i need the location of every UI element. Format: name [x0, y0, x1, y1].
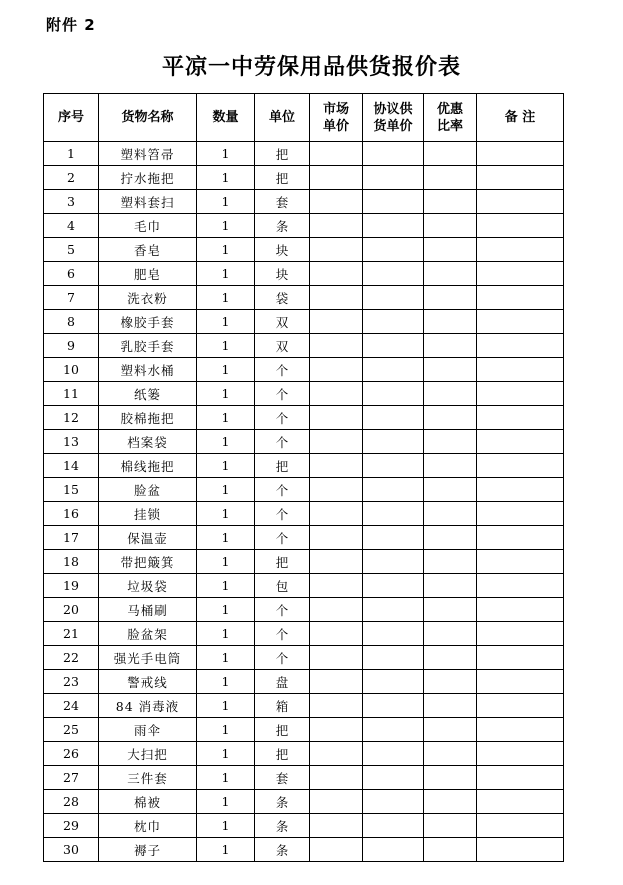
cell-remarks: [477, 334, 564, 358]
cell-unit: 双: [255, 310, 310, 334]
cell-agreed-price: [363, 478, 424, 502]
cell-qty: 1: [197, 502, 255, 526]
cell-item-name: 棉线拖把: [99, 454, 197, 478]
cell-qty: 1: [197, 430, 255, 454]
cell-agreed-price: [363, 622, 424, 646]
cell-remarks: [477, 142, 564, 166]
cell-agreed-price: [363, 454, 424, 478]
table-row: [44, 142, 564, 166]
cell-seq: 28: [44, 790, 99, 814]
cell-market-price: [310, 814, 363, 838]
cell-market-price: [310, 550, 363, 574]
cell-market-price: [310, 238, 363, 262]
cell-market-price: [310, 454, 363, 478]
cell-discount: [424, 574, 477, 598]
cell-item-name: 三件套: [99, 766, 197, 790]
cell-market-price: [310, 166, 363, 190]
cell-market-price: [310, 190, 363, 214]
cell-unit: 条: [255, 790, 310, 814]
table-row: [44, 478, 564, 502]
cell-item-name: 棉被: [99, 790, 197, 814]
cell-market-price: [310, 766, 363, 790]
cell-qty: 1: [197, 190, 255, 214]
cell-seq: 17: [44, 526, 99, 550]
cell-agreed-price: [363, 838, 424, 862]
table-row: [44, 310, 564, 334]
cell-qty: 1: [197, 814, 255, 838]
cell-qty: 1: [197, 742, 255, 766]
cell-item-name: 肥皂: [99, 262, 197, 286]
table-row: [44, 694, 564, 718]
cell-agreed-price: [363, 766, 424, 790]
cell-unit: 把: [255, 166, 310, 190]
cell-item-name: 挂锁: [99, 502, 197, 526]
cell-item-name: 带把簸箕: [99, 550, 197, 574]
table-row: [44, 526, 564, 550]
cell-remarks: [477, 166, 564, 190]
cell-remarks: [477, 214, 564, 238]
table-row: [44, 718, 564, 742]
cell-seq: 21: [44, 622, 99, 646]
cell-seq: 15: [44, 478, 99, 502]
cell-qty: 1: [197, 670, 255, 694]
cell-qty: 1: [197, 334, 255, 358]
cell-qty: 1: [197, 286, 255, 310]
cell-qty: 1: [197, 766, 255, 790]
cell-unit: 双: [255, 334, 310, 358]
cell-market-price: [310, 790, 363, 814]
cell-qty: 1: [197, 142, 255, 166]
cell-remarks: [477, 838, 564, 862]
header-remarks: 备 注: [477, 94, 564, 142]
cell-item-name: 84 消毒液: [99, 694, 197, 718]
cell-unit: 个: [255, 598, 310, 622]
header-agreed-price-line2: 货单价: [373, 118, 413, 134]
cell-agreed-price: [363, 382, 424, 406]
table-row: [44, 574, 564, 598]
cell-seq: 16: [44, 502, 99, 526]
cell-agreed-price: [363, 670, 424, 694]
cell-seq: 2: [44, 166, 99, 190]
table-row: [44, 358, 564, 382]
cell-item-name: 强光手电筒: [99, 646, 197, 670]
cell-qty: 1: [197, 454, 255, 478]
header-agreed-price-line1: 协议供: [373, 101, 413, 117]
document-title: 平凉一中劳保用品供货报价表: [161, 54, 461, 80]
cell-discount: [424, 190, 477, 214]
cell-market-price: [310, 694, 363, 718]
cell-discount: [424, 262, 477, 286]
cell-agreed-price: [363, 646, 424, 670]
cell-qty: 1: [197, 262, 255, 286]
table-row: [44, 790, 564, 814]
cell-discount: [424, 334, 477, 358]
cell-seq: 12: [44, 406, 99, 430]
cell-market-price: [310, 286, 363, 310]
cell-market-price: [310, 718, 363, 742]
cell-agreed-price: [363, 790, 424, 814]
cell-discount: [424, 670, 477, 694]
cell-agreed-price: [363, 598, 424, 622]
cell-seq: 30: [44, 838, 99, 862]
cell-market-price: [310, 622, 363, 646]
cell-qty: 1: [197, 310, 255, 334]
cell-seq: 23: [44, 670, 99, 694]
cell-unit: 袋: [255, 286, 310, 310]
cell-seq: 4: [44, 214, 99, 238]
cell-discount: [424, 526, 477, 550]
cell-qty: 1: [197, 550, 255, 574]
cell-market-price: [310, 526, 363, 550]
table-row: [44, 382, 564, 406]
cell-market-price: [310, 214, 363, 238]
cell-remarks: [477, 646, 564, 670]
header-seq: 序号: [44, 94, 99, 142]
cell-unit: 盘: [255, 670, 310, 694]
cell-qty: 1: [197, 166, 255, 190]
cell-agreed-price: [363, 214, 424, 238]
cell-seq: 22: [44, 646, 99, 670]
cell-unit: 箱: [255, 694, 310, 718]
cell-seq: 1: [44, 142, 99, 166]
cell-seq: 24: [44, 694, 99, 718]
cell-agreed-price: [363, 238, 424, 262]
cell-unit: 块: [255, 238, 310, 262]
cell-remarks: [477, 454, 564, 478]
cell-market-price: [310, 142, 363, 166]
header-discount: [424, 94, 477, 142]
cell-item-name: 塑料水桶: [99, 358, 197, 382]
cell-discount: [424, 598, 477, 622]
table-row: [44, 742, 564, 766]
cell-agreed-price: [363, 310, 424, 334]
cell-market-price: [310, 406, 363, 430]
cell-unit: 个: [255, 382, 310, 406]
table-row: [44, 406, 564, 430]
cell-item-name: 洗衣粉: [99, 286, 197, 310]
cell-unit: 把: [255, 718, 310, 742]
cell-item-name: 塑料套扫: [99, 190, 197, 214]
cell-market-price: [310, 502, 363, 526]
cell-market-price: [310, 742, 363, 766]
cell-unit: 个: [255, 478, 310, 502]
cell-remarks: [477, 286, 564, 310]
cell-qty: 1: [197, 574, 255, 598]
cell-item-name: 乳胶手套: [99, 334, 197, 358]
cell-item-name: 档案袋: [99, 430, 197, 454]
cell-remarks: [477, 310, 564, 334]
table-row: [44, 454, 564, 478]
cell-agreed-price: [363, 358, 424, 382]
cell-unit: 块: [255, 262, 310, 286]
cell-agreed-price: [363, 502, 424, 526]
cell-seq: 26: [44, 742, 99, 766]
cell-remarks: [477, 430, 564, 454]
cell-qty: 1: [197, 646, 255, 670]
cell-remarks: [477, 694, 564, 718]
header-qty: 数量: [197, 94, 255, 142]
cell-remarks: [477, 742, 564, 766]
cell-agreed-price: [363, 694, 424, 718]
cell-seq: 9: [44, 334, 99, 358]
cell-discount: [424, 406, 477, 430]
cell-qty: 1: [197, 238, 255, 262]
cell-discount: [424, 550, 477, 574]
cell-seq: 8: [44, 310, 99, 334]
cell-discount: [424, 430, 477, 454]
cell-discount: [424, 790, 477, 814]
cell-qty: 1: [197, 838, 255, 862]
cell-remarks: [477, 550, 564, 574]
cell-agreed-price: [363, 814, 424, 838]
cell-discount: [424, 718, 477, 742]
cell-discount: [424, 454, 477, 478]
cell-seq: 7: [44, 286, 99, 310]
cell-discount: [424, 742, 477, 766]
cell-seq: 19: [44, 574, 99, 598]
table-row: [44, 262, 564, 286]
cell-unit: 条: [255, 814, 310, 838]
cell-discount: [424, 142, 477, 166]
cell-agreed-price: [363, 430, 424, 454]
table-body: [44, 142, 564, 862]
cell-seq: 29: [44, 814, 99, 838]
cell-seq: 27: [44, 766, 99, 790]
cell-discount: [424, 358, 477, 382]
cell-remarks: [477, 790, 564, 814]
cell-market-price: [310, 262, 363, 286]
table-row: [44, 766, 564, 790]
cell-agreed-price: [363, 166, 424, 190]
cell-discount: [424, 478, 477, 502]
cell-qty: 1: [197, 406, 255, 430]
cell-remarks: [477, 190, 564, 214]
cell-qty: 1: [197, 598, 255, 622]
cell-seq: 10: [44, 358, 99, 382]
cell-qty: 1: [197, 718, 255, 742]
header-discount-line1: 优惠: [436, 101, 463, 117]
cell-item-name: 雨伞: [99, 718, 197, 742]
cell-discount: [424, 310, 477, 334]
cell-discount: [424, 814, 477, 838]
table-row: [44, 190, 564, 214]
header-market-price: [310, 94, 363, 142]
cell-unit: 套: [255, 766, 310, 790]
cell-unit: 个: [255, 406, 310, 430]
cell-unit: 把: [255, 742, 310, 766]
cell-unit: 个: [255, 502, 310, 526]
cell-seq: 11: [44, 382, 99, 406]
cell-agreed-price: [363, 574, 424, 598]
cell-qty: 1: [197, 694, 255, 718]
cell-market-price: [310, 646, 363, 670]
cell-discount: [424, 766, 477, 790]
cell-remarks: [477, 526, 564, 550]
cell-qty: 1: [197, 478, 255, 502]
cell-unit: 个: [255, 430, 310, 454]
cell-item-name: 毛巾: [99, 214, 197, 238]
cell-item-name: 褥子: [99, 838, 197, 862]
cell-discount: [424, 838, 477, 862]
cell-unit: 把: [255, 550, 310, 574]
cell-market-price: [310, 310, 363, 334]
cell-agreed-price: [363, 190, 424, 214]
cell-remarks: [477, 670, 564, 694]
cell-market-price: [310, 358, 363, 382]
cell-item-name: 纸篓: [99, 382, 197, 406]
cell-item-name: 垃圾袋: [99, 574, 197, 598]
table-row: [44, 214, 564, 238]
cell-unit: 条: [255, 838, 310, 862]
cell-seq: 13: [44, 430, 99, 454]
cell-qty: 1: [197, 622, 255, 646]
cell-seq: 6: [44, 262, 99, 286]
cell-remarks: [477, 574, 564, 598]
table-row: [44, 598, 564, 622]
cell-remarks: [477, 718, 564, 742]
quote-table: [43, 93, 564, 862]
cell-item-name: 脸盆: [99, 478, 197, 502]
cell-remarks: [477, 502, 564, 526]
cell-item-name: 胶棉拖把: [99, 406, 197, 430]
cell-seq: 25: [44, 718, 99, 742]
cell-agreed-price: [363, 742, 424, 766]
table-row: [44, 286, 564, 310]
attachment-label: 附件 2: [46, 16, 96, 34]
cell-qty: 1: [197, 214, 255, 238]
cell-remarks: [477, 598, 564, 622]
cell-item-name: 大扫把: [99, 742, 197, 766]
table-row: [44, 646, 564, 670]
cell-agreed-price: [363, 286, 424, 310]
cell-seq: 18: [44, 550, 99, 574]
cell-market-price: [310, 670, 363, 694]
cell-seq: 20: [44, 598, 99, 622]
cell-seq: 5: [44, 238, 99, 262]
cell-market-price: [310, 598, 363, 622]
cell-unit: 条: [255, 214, 310, 238]
table-header-row: [44, 94, 564, 142]
cell-remarks: [477, 478, 564, 502]
cell-unit: 个: [255, 526, 310, 550]
cell-discount: [424, 382, 477, 406]
cell-qty: 1: [197, 790, 255, 814]
table-row: [44, 502, 564, 526]
table-row: [44, 838, 564, 862]
cell-market-price: [310, 838, 363, 862]
cell-qty: 1: [197, 526, 255, 550]
cell-item-name: 警戒线: [99, 670, 197, 694]
cell-unit: 套: [255, 190, 310, 214]
cell-qty: 1: [197, 358, 255, 382]
cell-market-price: [310, 430, 363, 454]
cell-item-name: 拧水拖把: [99, 166, 197, 190]
cell-item-name: 保温壶: [99, 526, 197, 550]
table-row: [44, 622, 564, 646]
cell-agreed-price: [363, 550, 424, 574]
cell-discount: [424, 694, 477, 718]
cell-agreed-price: [363, 262, 424, 286]
cell-remarks: [477, 406, 564, 430]
header-market-price-line2: 单价: [322, 118, 349, 134]
header-name: 货物名称: [99, 94, 197, 142]
cell-unit: 把: [255, 142, 310, 166]
cell-discount: [424, 646, 477, 670]
cell-remarks: [477, 814, 564, 838]
cell-unit: 包: [255, 574, 310, 598]
header-unit: 单位: [255, 94, 310, 142]
header-discount-line2: 比率: [436, 118, 463, 134]
cell-item-name: 塑料笤帚: [99, 142, 197, 166]
cell-remarks: [477, 622, 564, 646]
table-row: [44, 166, 564, 190]
cell-market-price: [310, 334, 363, 358]
header-market-price-line1: 市场: [322, 101, 349, 117]
table-row: [44, 334, 564, 358]
cell-agreed-price: [363, 406, 424, 430]
cell-qty: 1: [197, 382, 255, 406]
cell-agreed-price: [363, 142, 424, 166]
table-row: [44, 430, 564, 454]
cell-remarks: [477, 766, 564, 790]
cell-item-name: 香皂: [99, 238, 197, 262]
cell-discount: [424, 238, 477, 262]
cell-discount: [424, 622, 477, 646]
header-agreed-price: [363, 94, 424, 142]
cell-agreed-price: [363, 334, 424, 358]
cell-remarks: [477, 382, 564, 406]
cell-agreed-price: [363, 526, 424, 550]
cell-discount: [424, 214, 477, 238]
cell-item-name: 马桶刷: [99, 598, 197, 622]
cell-discount: [424, 166, 477, 190]
cell-agreed-price: [363, 718, 424, 742]
cell-remarks: [477, 238, 564, 262]
cell-discount: [424, 286, 477, 310]
cell-item-name: 枕巾: [99, 814, 197, 838]
cell-market-price: [310, 478, 363, 502]
table-row: [44, 814, 564, 838]
cell-item-name: 脸盆架: [99, 622, 197, 646]
cell-seq: 3: [44, 190, 99, 214]
cell-unit: 个: [255, 358, 310, 382]
cell-discount: [424, 502, 477, 526]
cell-unit: 把: [255, 454, 310, 478]
cell-market-price: [310, 382, 363, 406]
cell-remarks: [477, 262, 564, 286]
cell-seq: 14: [44, 454, 99, 478]
cell-unit: 个: [255, 622, 310, 646]
cell-item-name: 橡胶手套: [99, 310, 197, 334]
cell-unit: 个: [255, 646, 310, 670]
table-row: [44, 238, 564, 262]
cell-market-price: [310, 574, 363, 598]
table-row: [44, 550, 564, 574]
cell-remarks: [477, 358, 564, 382]
table-row: [44, 670, 564, 694]
